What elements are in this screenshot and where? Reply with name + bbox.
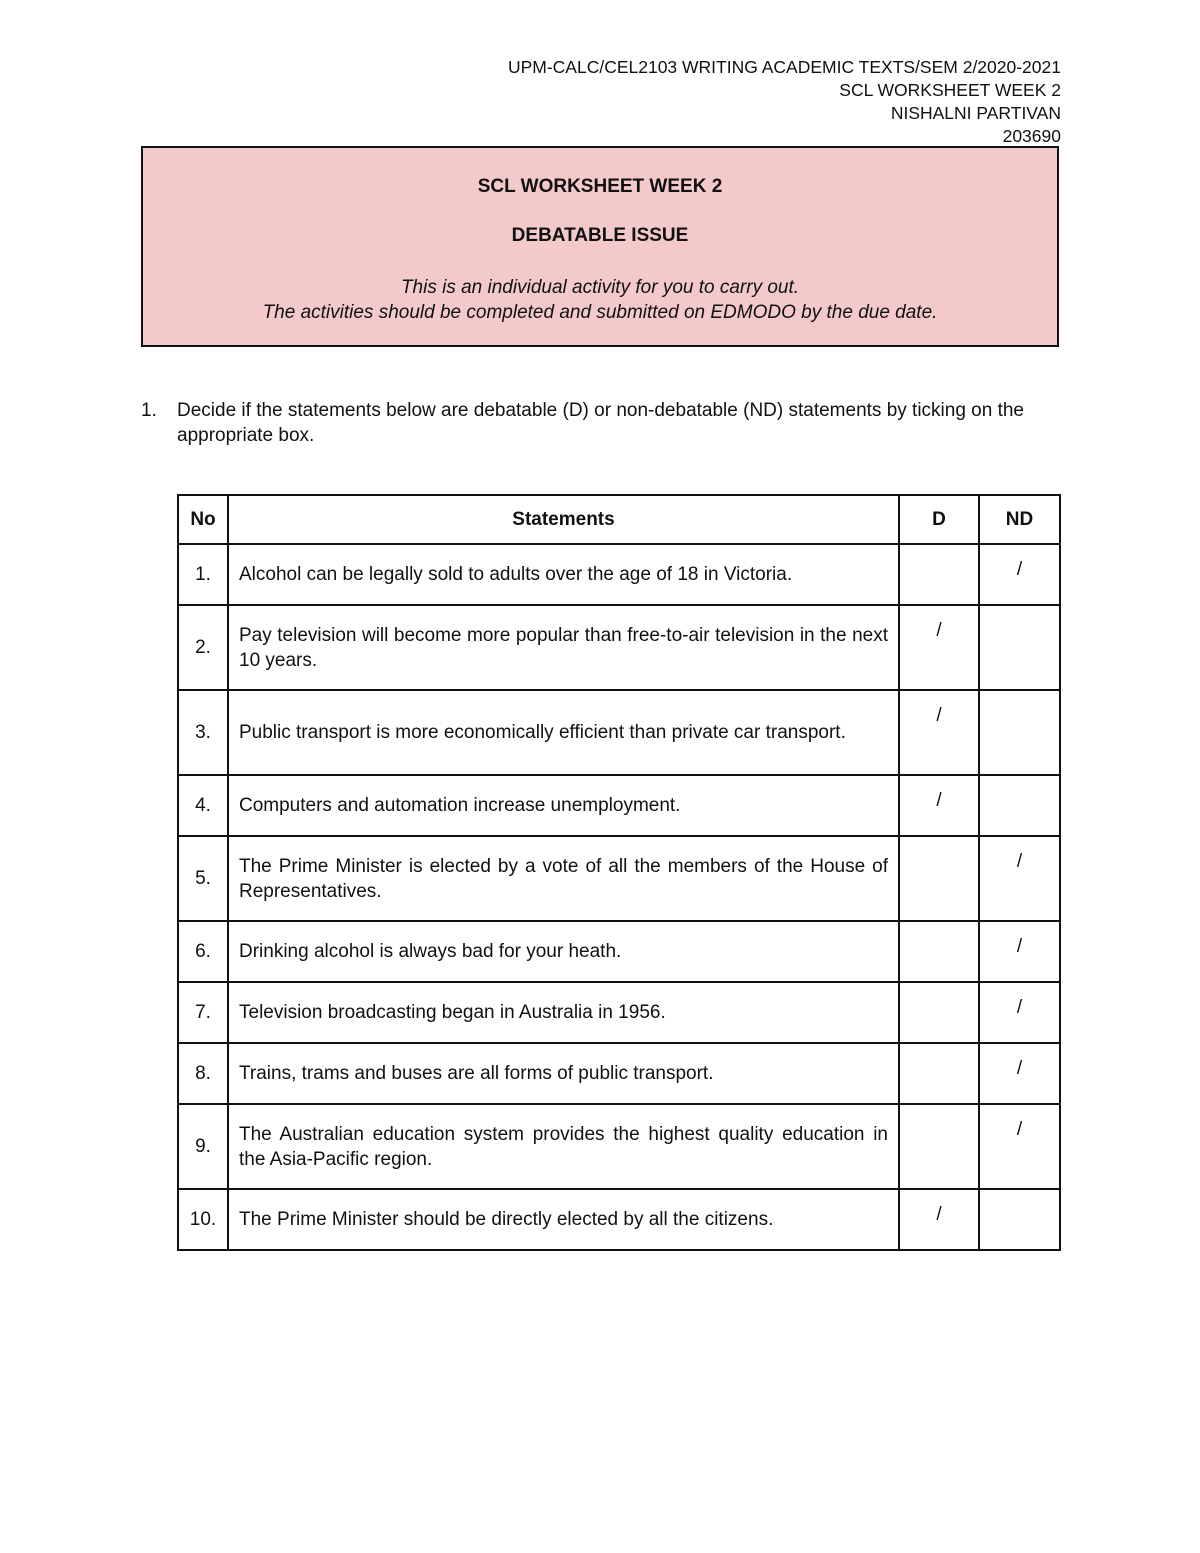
activity-note-line-2: The activities should be completed and submitted on EDMODO by the due date. [262, 302, 938, 323]
table-header-row [178, 495, 1060, 544]
table-row [178, 605, 1060, 690]
table-row [178, 775, 1060, 836]
table-row [178, 836, 1060, 921]
nd-checkbox-cell[interactable]: / [979, 544, 1060, 605]
row-statement: Pay television will become more popular than free-to-air television in the next 10 years. [228, 605, 899, 690]
table-row [178, 1043, 1060, 1104]
row-statement: Computers and automation increase unemployment. [228, 775, 899, 836]
d-checkbox-cell[interactable]: / [899, 1189, 979, 1250]
row-statement: The Australian education system provides the highest quality education in the Asia-Pacific region. [228, 1104, 899, 1189]
row-statement: Drinking alcohol is always bad for your heath. [228, 921, 899, 982]
table-row [178, 1189, 1060, 1250]
nd-checkbox-cell[interactable]: / [979, 921, 1060, 982]
d-checkbox-cell[interactable]: / [899, 775, 979, 836]
title-box [141, 146, 1059, 347]
row-number: 9. [178, 1104, 228, 1189]
table-row [178, 544, 1060, 605]
table-row [178, 921, 1060, 982]
worksheet-title: SCL WORKSHEET WEEK 2 [477, 176, 723, 197]
d-checkbox-cell[interactable]: / [899, 605, 979, 690]
nd-checkbox-cell[interactable]: / [979, 836, 1060, 921]
activity-note [143, 275, 1057, 325]
nd-checkbox-cell[interactable]: / [979, 1043, 1060, 1104]
d-checkbox-cell[interactable]: / [899, 690, 979, 775]
row-number: 8. [178, 1043, 228, 1104]
student-name: NISHALNI PARTIVAN [890, 103, 1061, 123]
header-statements: Statements [228, 495, 899, 544]
header-no: No [178, 495, 228, 544]
student-id: 203690 [1002, 126, 1061, 146]
table-row [178, 690, 1060, 775]
instruction-text: Decide if the statements below are debatable (D) or non-debatable (ND) statements by ticking on the appropriate box. [177, 400, 1025, 446]
row-statement: Trains, trams and buses are all forms of public transport. [228, 1043, 899, 1104]
nd-checkbox-cell[interactable]: / [979, 982, 1060, 1043]
statements-table [177, 494, 1061, 1251]
nd-checkbox-cell[interactable]: / [979, 1104, 1060, 1189]
instruction-number: 1. [141, 400, 157, 421]
worksheet-line: SCL WORKSHEET WEEK 2 [839, 80, 1061, 100]
nd-checkbox-cell[interactable] [979, 605, 1060, 690]
page-header [508, 56, 1061, 148]
row-statement: The Prime Minister should be directly elected by all the citizens. [228, 1189, 899, 1250]
d-checkbox-cell[interactable] [899, 1043, 979, 1104]
d-checkbox-cell[interactable] [899, 921, 979, 982]
row-number: 3. [178, 690, 228, 775]
course-line: UPM-CALC/CEL2103 WRITING ACADEMIC TEXTS/SEM 2/2020-2021 [507, 57, 1061, 77]
row-number: 1. [178, 544, 228, 605]
nd-checkbox-cell[interactable] [979, 775, 1060, 836]
activity-note-line-1: This is an individual activity for you to carry out. [400, 277, 800, 298]
row-number: 10. [178, 1189, 228, 1250]
row-number: 2. [178, 605, 228, 690]
row-number: 5. [178, 836, 228, 921]
row-statement: Public transport is more economically efficient than private car transport. [228, 690, 899, 775]
row-number: 4. [178, 775, 228, 836]
d-checkbox-cell[interactable] [899, 1104, 979, 1189]
worksheet-subtitle: DEBATABLE ISSUE [511, 225, 689, 246]
header-d: D [899, 495, 979, 544]
header-nd: ND [979, 495, 1060, 544]
d-checkbox-cell[interactable] [899, 544, 979, 605]
row-statement: Alcohol can be legally sold to adults over the age of 18 in Victoria. [228, 544, 899, 605]
row-statement: The Prime Minister is elected by a vote of all the members of the House of Representatives. [228, 836, 899, 921]
d-checkbox-cell[interactable] [899, 982, 979, 1043]
d-checkbox-cell[interactable] [899, 836, 979, 921]
table-row [178, 982, 1060, 1043]
nd-checkbox-cell[interactable] [979, 690, 1060, 775]
instruction [141, 398, 1061, 448]
row-statement: Television broadcasting began in Australia in 1956. [228, 982, 899, 1043]
nd-checkbox-cell[interactable] [979, 1189, 1060, 1250]
row-number: 6. [178, 921, 228, 982]
row-number: 7. [178, 982, 228, 1043]
table-row [178, 1104, 1060, 1189]
